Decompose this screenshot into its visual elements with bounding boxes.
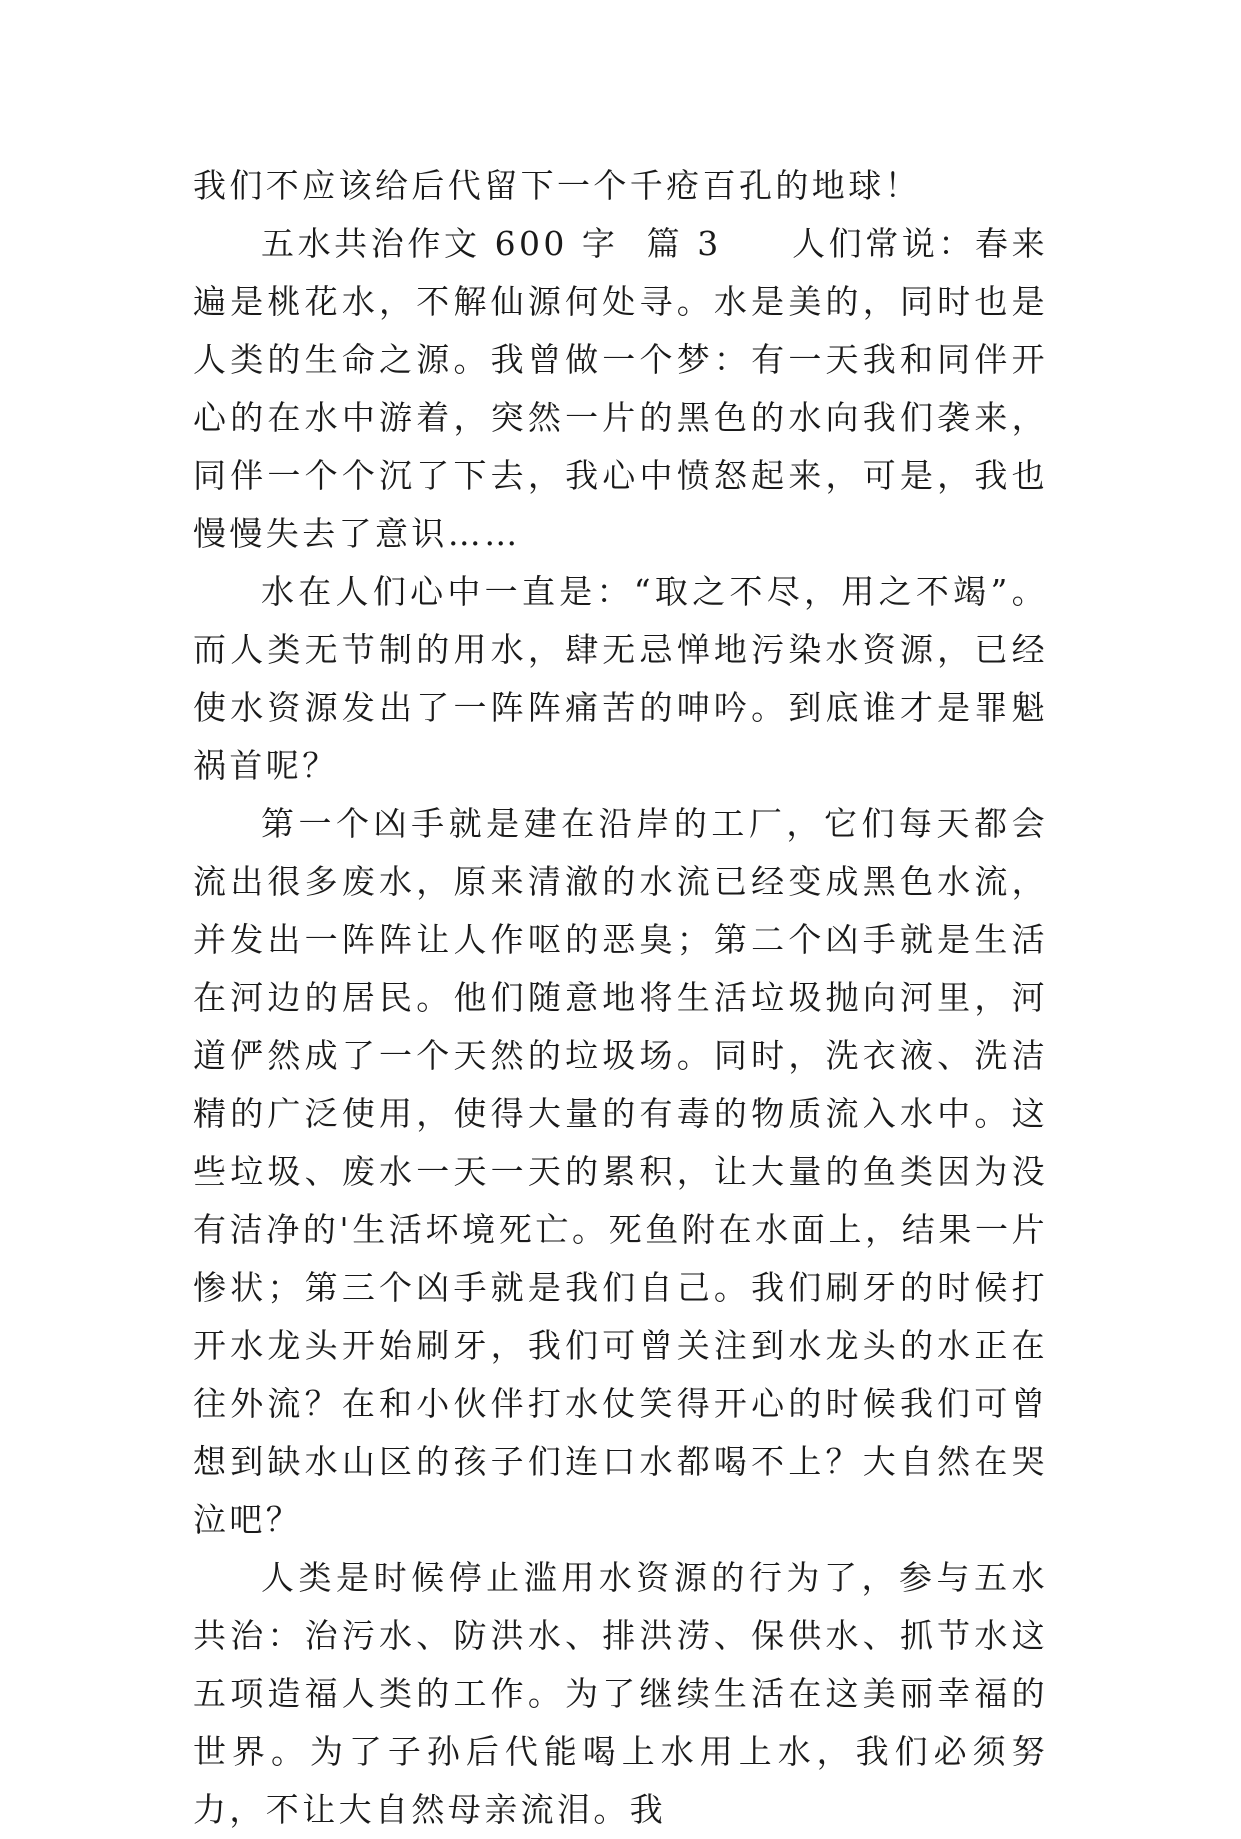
paragraph-culprits: 第一个凶手就是建在沿岸的工厂，它们每天都会流出很多废水，原来清澈的水流已经变成黑色水流，并发出一阵阵让人作呕的恶臭；第二个凶手就是生活在河边的居民。他们随意地将生活垃圾抛向河里，河道俨然成了一个天然的垃圾场。同时，洗衣液、洗洁精的广泛使用，使得大量的有毒的物质流入水中。这些垃圾、废水一天一天的累积，让大量的鱼类因为没有洁净的'生活坏境死亡。死鱼附在水面上，结果一片惨状；第三个凶手就是我们自己。我们刷牙的时候打开水龙头开始刷牙，我们可曾关注到水龙头的水正在往外流？在和小伙伴打水仗笑得开心的时候我们可曾想到缺水山区的孩子们连口水都喝不上？大自然在哭泣吧？ (193, 804, 1048, 1539)
paragraph-call-to-action: 人类是时候停止滥用水资源的行为了，参与五水共治：治污水、防洪水、排洪涝、保供水、抓节水这五项造福人类的工作。为了继续生活在这美丽幸福的世界。为了子孙后代能喝上水用上水，我们必须努力，不让大自然母亲流泪。我 (193, 1558, 1048, 1829)
document-body (193, 157, 1048, 1839)
paragraph-closing-line: 我们不应该给后代留下一个千疮百孔的地球！ (193, 166, 921, 205)
paragraph-essay-intro: 五水共治作文 600 字 篇 3 人们常说：春来遍是桃花水，不解仙源何处寻。水是美的，同时也是人类的生命之源。我曾做一个梦：有一天我和同伴开心的在水中游着，突然一片的黑色的水向我们袭来，同伴一个个沉了下去，我心中愤怒起来，可是，我也慢慢失去了意识…… (193, 224, 1048, 553)
paragraph-water-belief: 水在人们心中一直是：“取之不尽，用之不竭”。而人类无节制的用水，肆无忌惮地污染水资源，已经使水资源发出了一阵阵痛苦的呻吟。到底谁才是罪魁祸首呢？ (193, 572, 1048, 785)
